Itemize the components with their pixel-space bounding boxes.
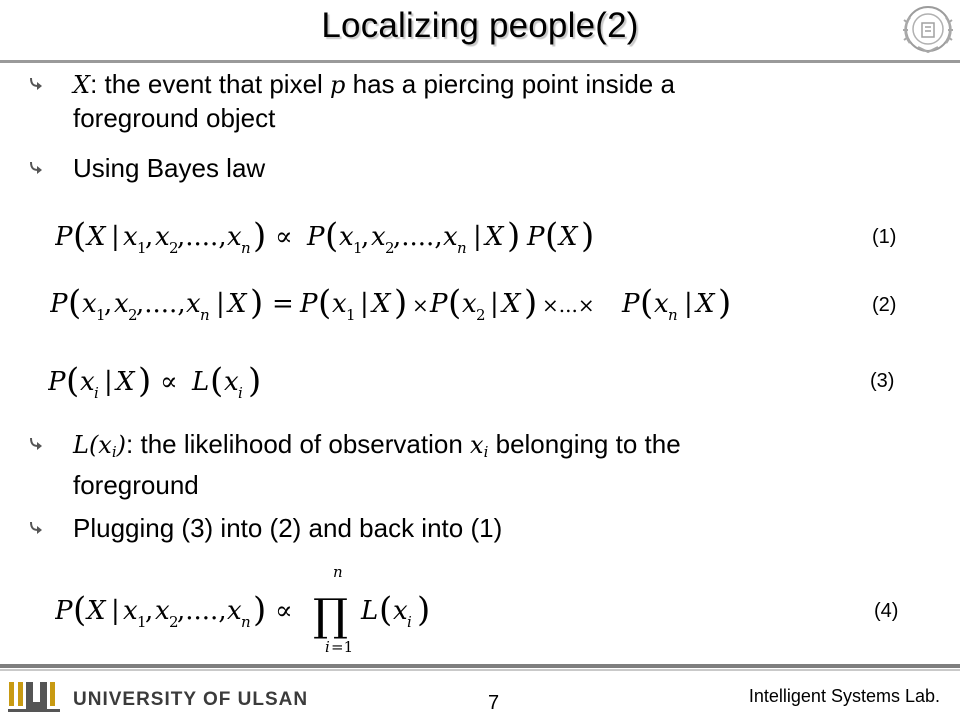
equation-number-1: (1) xyxy=(872,226,897,248)
svg-text:X: X xyxy=(696,289,715,319)
bullet-text: has a piercing point inside a xyxy=(345,69,675,99)
equation-1 xyxy=(55,213,635,259)
svg-text:X: X xyxy=(372,289,391,319)
svg-text:P: P xyxy=(622,289,640,319)
svg-text:|: | xyxy=(490,289,499,319)
svg-text:P: P xyxy=(300,289,318,319)
svg-text:i: i xyxy=(94,384,99,402)
svg-text:): ) xyxy=(253,216,267,256)
svg-text:P: P xyxy=(48,367,66,397)
svg-text:i: i xyxy=(325,638,330,656)
svg-text:(: ( xyxy=(325,216,339,256)
svg-text:∏: ∏ xyxy=(313,590,349,641)
svg-text:2: 2 xyxy=(128,306,138,324)
math-expression: L(x xyxy=(73,431,112,459)
svg-text:1: 1 xyxy=(353,239,363,257)
svg-text:|: | xyxy=(111,222,120,252)
svg-text:|: | xyxy=(111,596,120,626)
svg-text:n: n xyxy=(333,564,343,581)
bullet-bayes-law xyxy=(28,152,888,188)
svg-text:1: 1 xyxy=(346,306,356,324)
svg-text:): ) xyxy=(507,216,521,256)
svg-text:): ) xyxy=(250,283,264,323)
svg-text:x: x xyxy=(123,222,138,252)
svg-text:,: , xyxy=(104,289,113,319)
svg-text:(: ( xyxy=(210,361,224,401)
svg-text:x: x xyxy=(114,289,129,319)
svg-text:2: 2 xyxy=(169,239,179,257)
svg-text:(: ( xyxy=(379,590,393,630)
svg-text:x: x xyxy=(186,289,201,319)
svg-text:2: 2 xyxy=(169,613,179,631)
svg-text:X: X xyxy=(559,222,578,252)
svg-text:∝: ∝ xyxy=(275,222,293,252)
svg-text:(: ( xyxy=(73,590,87,630)
svg-text:x: x xyxy=(155,596,170,626)
svg-text:x: x xyxy=(393,596,408,626)
svg-text:X: X xyxy=(116,367,135,397)
svg-text:P: P xyxy=(527,222,545,252)
math-variable: p xyxy=(330,71,346,99)
svg-text:(: ( xyxy=(318,283,332,323)
svg-text:L: L xyxy=(192,367,210,397)
svg-text:x: x xyxy=(227,222,242,252)
curved-arrow-icon xyxy=(28,437,44,451)
equation-4 xyxy=(55,564,455,656)
bullet-text: : the event that pixel xyxy=(90,69,331,99)
svg-text:,....,: ,...., xyxy=(136,289,186,319)
svg-text:): ) xyxy=(394,283,408,323)
svg-text:x: x xyxy=(123,596,138,626)
svg-text:(: ( xyxy=(66,361,80,401)
svg-text:1: 1 xyxy=(137,239,147,257)
footer-divider xyxy=(0,664,960,668)
svg-text:n: n xyxy=(241,239,251,257)
svg-text:×...×: ×...× xyxy=(542,293,595,317)
svg-text:): ) xyxy=(417,590,431,630)
svg-text:(: ( xyxy=(448,283,462,323)
svg-text:,: , xyxy=(361,222,370,252)
curved-arrow-icon xyxy=(28,521,44,535)
svg-text:=1: =1 xyxy=(331,638,354,656)
svg-text:): ) xyxy=(253,590,267,630)
svg-text:x: x xyxy=(339,222,354,252)
math-variable: x xyxy=(470,431,484,459)
svg-text:|: | xyxy=(216,289,225,319)
svg-text:|: | xyxy=(360,289,369,319)
svg-text:P: P xyxy=(430,289,448,319)
math-variable: X xyxy=(73,71,91,99)
svg-text:): ) xyxy=(248,361,262,401)
equation-number-3: (3) xyxy=(870,370,895,392)
svg-text:(: ( xyxy=(68,283,82,323)
svg-text:|: | xyxy=(684,289,693,319)
page-number: 7 xyxy=(488,692,500,714)
svg-text:|: | xyxy=(104,367,113,397)
bullet-text: Using Bayes law xyxy=(73,153,266,183)
curved-arrow-icon xyxy=(28,161,44,175)
equation-3 xyxy=(48,358,288,404)
svg-text:2: 2 xyxy=(385,239,395,257)
bullet-text: Plugging (3) into (2) and back into (1) xyxy=(73,513,503,543)
svg-text:n: n xyxy=(241,613,251,631)
svg-text:|: | xyxy=(473,222,482,252)
svg-text:x: x xyxy=(80,367,95,397)
footer-divider-light xyxy=(0,669,960,671)
svg-text:P: P xyxy=(307,222,325,252)
svg-text:,....,: ,...., xyxy=(393,222,443,252)
svg-text:x: x xyxy=(371,222,386,252)
svg-text:X: X xyxy=(502,289,521,319)
svg-text:x: x xyxy=(654,289,669,319)
svg-text:∝: ∝ xyxy=(160,367,178,397)
svg-text:n: n xyxy=(457,239,467,257)
svg-text:,....,: ,...., xyxy=(177,222,227,252)
svg-text:(: ( xyxy=(640,283,654,323)
svg-text:P: P xyxy=(55,596,73,626)
svg-text:,....,: ,...., xyxy=(177,596,227,626)
bullet-plugging xyxy=(28,512,888,548)
bullet-text-line2: foreground xyxy=(73,470,199,500)
university-name: UNIVERSITY OF ULSAN xyxy=(73,689,309,710)
svg-text:n: n xyxy=(668,306,678,324)
svg-text:X: X xyxy=(87,222,106,252)
svg-text:i: i xyxy=(238,384,243,402)
svg-text:X: X xyxy=(87,596,106,626)
bullet-text: : the likelihood of observation xyxy=(126,429,471,459)
svg-text:): ) xyxy=(581,216,595,256)
svg-text:x: x xyxy=(155,222,170,252)
bullet-event-definition xyxy=(28,68,888,138)
svg-text:×: × xyxy=(412,293,429,317)
math-subscript: i xyxy=(483,443,489,461)
math-expression: ) xyxy=(116,431,127,459)
svg-text:): ) xyxy=(138,361,152,401)
svg-text:x: x xyxy=(443,222,458,252)
math-subscript: i xyxy=(111,443,117,461)
svg-text:n: n xyxy=(200,306,210,324)
svg-text:,: , xyxy=(145,222,154,252)
svg-text:): ) xyxy=(718,283,732,323)
ulsan-logo-icon xyxy=(8,678,60,714)
curved-arrow-icon xyxy=(28,77,44,91)
bullet-text: belonging to the xyxy=(488,429,681,459)
lab-name: Intelligent Systems Lab. xyxy=(748,686,940,706)
svg-text:(: ( xyxy=(545,216,559,256)
slide-title: Localizing people(2) xyxy=(321,6,639,45)
svg-text:=: = xyxy=(272,289,294,319)
svg-text:∝: ∝ xyxy=(275,596,293,626)
equation-number-4: (4) xyxy=(874,600,899,622)
bullet-text-line2: foreground object xyxy=(73,103,276,133)
svg-text:x: x xyxy=(332,289,347,319)
bullet-likelihood xyxy=(28,428,888,498)
svg-text:X: X xyxy=(485,222,504,252)
svg-text:(: ( xyxy=(73,216,87,256)
svg-text:i: i xyxy=(407,613,412,631)
svg-text:x: x xyxy=(82,289,97,319)
university-seal-icon xyxy=(902,3,954,55)
svg-text:x: x xyxy=(224,367,239,397)
svg-text:P: P xyxy=(55,222,73,252)
equation-2 xyxy=(50,280,770,326)
svg-text:X: X xyxy=(228,289,247,319)
svg-text:,: , xyxy=(145,596,154,626)
svg-text:2: 2 xyxy=(476,306,486,324)
svg-text:x: x xyxy=(462,289,477,319)
title-divider xyxy=(0,60,960,63)
svg-text:P: P xyxy=(50,289,68,319)
equation-number-2: (2) xyxy=(872,294,897,316)
svg-text:x: x xyxy=(227,596,242,626)
svg-text:1: 1 xyxy=(137,613,147,631)
svg-text:L: L xyxy=(361,596,379,626)
svg-text:1: 1 xyxy=(96,306,106,324)
svg-text:): ) xyxy=(524,283,538,323)
